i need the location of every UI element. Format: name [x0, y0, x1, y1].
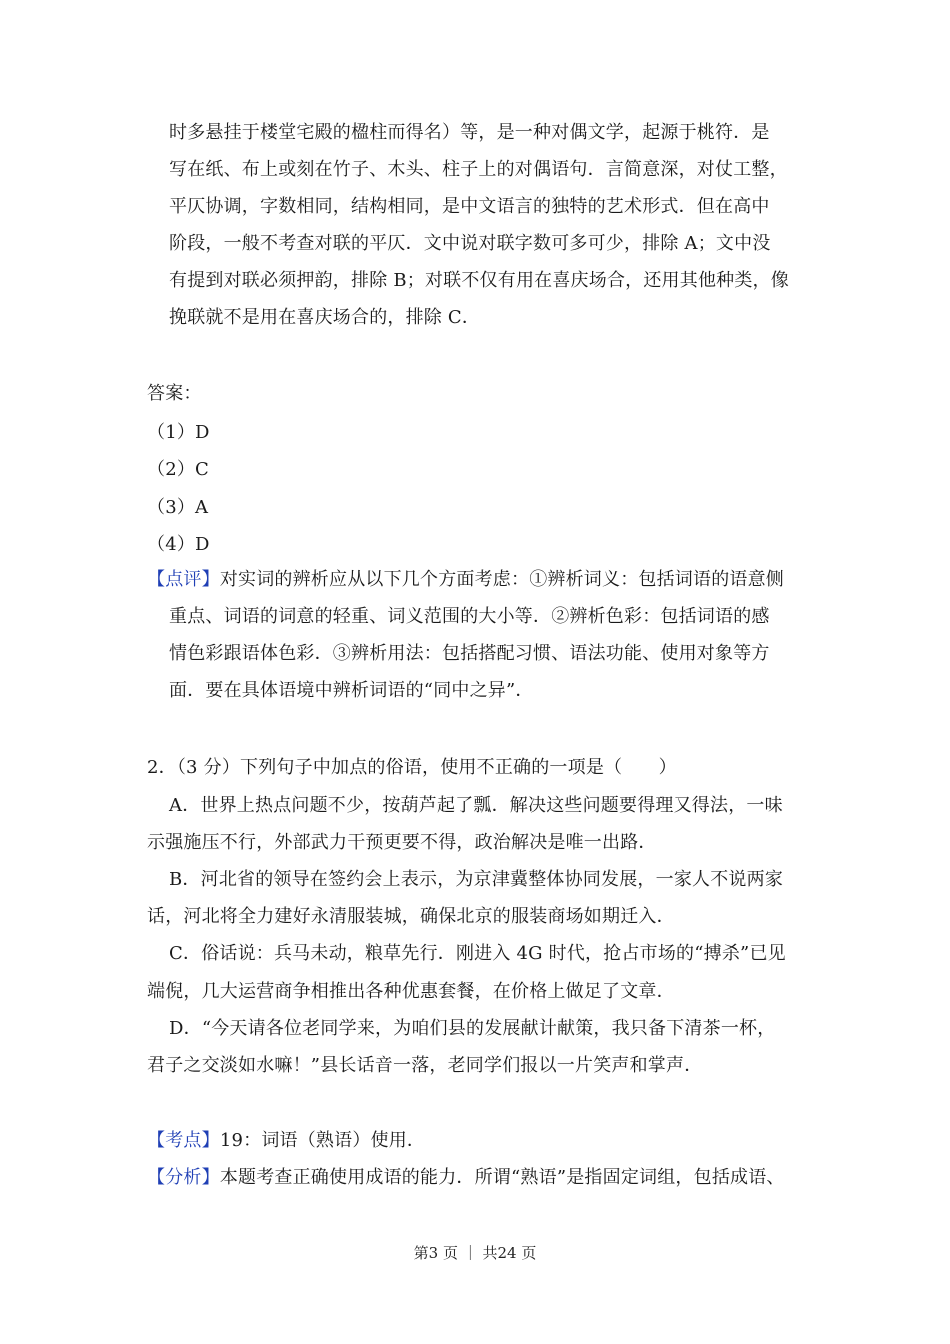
analysis-line: 平仄协调，字数相同，结构相同，是中文语言的独特的艺术形式．但在高中 — [169, 196, 770, 217]
answer-item: （1）D — [147, 422, 210, 443]
option-d-line1: D．“今天请各位老同学来，为咱们县的发展献计献策，我只备下清茶一杯， — [169, 1018, 776, 1039]
analysis-line: 阶段，一般不考查对联的平仄．文中说对联字数可多可少，排除 A；文中没 — [169, 233, 771, 254]
answer-item: （4）D — [147, 534, 210, 555]
option-d-line2: 君子之交淡如水嘛！”县长话音一落，老同学们报以一片笑声和掌声． — [147, 1055, 703, 1076]
kaodian-text: 19：词语（熟语）使用． — [219, 1130, 426, 1151]
answer-label: 答案： — [147, 383, 202, 404]
comment-line: 面．要在具体语境中辨析词语的“同中之异”． — [169, 680, 534, 701]
analysis-line: 有提到对联必须押韵，排除 B；对联不仅有用在喜庆场合，还用其他种类，像 — [169, 270, 789, 291]
analysis-line: 时多悬挂于楼堂宅殿的楹柱而得名）等，是一种对偶文学，起源于桃符．是 — [169, 122, 770, 143]
option-a-line2: 示强施压不行，外部武力干预更要不得，政治解决是唯一出路． — [147, 832, 657, 853]
option-b-line1: B．河北省的领导在签约会上表示，为京津冀整体协同发展，一家人不说两家 — [169, 869, 784, 890]
option-c-line1: C．俗话说：兵马未动，粮草先行．刚进入 4G 时代，抢占市场的“搏杀”已见 — [169, 943, 786, 964]
kaodian-line — [147, 1129, 425, 1153]
comment-first-line — [147, 568, 784, 592]
comment-tag: 【点评】 — [147, 569, 220, 590]
analysis-line: 挽联就不是用在喜庆场合的，排除 C． — [169, 307, 481, 328]
comment-text: 对实词的辨析应从以下几个方面考虑：①辨析词义：包括词语的语意侧 — [219, 569, 785, 590]
comment-line: 重点、词语的词意的轻重、词义范围的大小等．②辨析色彩：包括词语的感 — [169, 606, 770, 627]
kaodian-tag: 【考点】 — [147, 1130, 220, 1151]
option-a-line1: A．世界上热点问题不少，按葫芦起了瓢．解决这些问题要得理又得法，一味 — [169, 795, 783, 816]
fenxi-tag: 【分析】 — [147, 1167, 220, 1188]
page-footer: 第3 页 ｜ 共24 页 — [413, 1244, 537, 1262]
comment-line: 情色彩跟语体色彩．③辨析用法：包括搭配习惯、语法功能、使用对象等方 — [169, 643, 770, 664]
answer-item: （2）C — [147, 459, 210, 480]
option-c-line2: 端倪，几大运营商争相推出各种优惠套餐，在价格上做足了文章． — [147, 981, 675, 1002]
answer-item: （3）A — [147, 497, 209, 518]
fenxi-line — [147, 1166, 785, 1190]
analysis-line: 写在纸、布上或刻在竹子、木头、柱子上的对偶语句．言简意深，对仗工整， — [169, 159, 788, 180]
option-b-line2: 话，河北将全力建好永清服装城，确保北京的服装商场如期迁入． — [147, 906, 675, 927]
question-stem: 2．（3 分）下列句子中加点的俗语，使用不正确的一项是（ ） — [147, 757, 677, 778]
fenxi-text: 本题考查正确使用成语的能力．所谓“熟语”是指固定词组，包括成语、 — [219, 1167, 785, 1188]
